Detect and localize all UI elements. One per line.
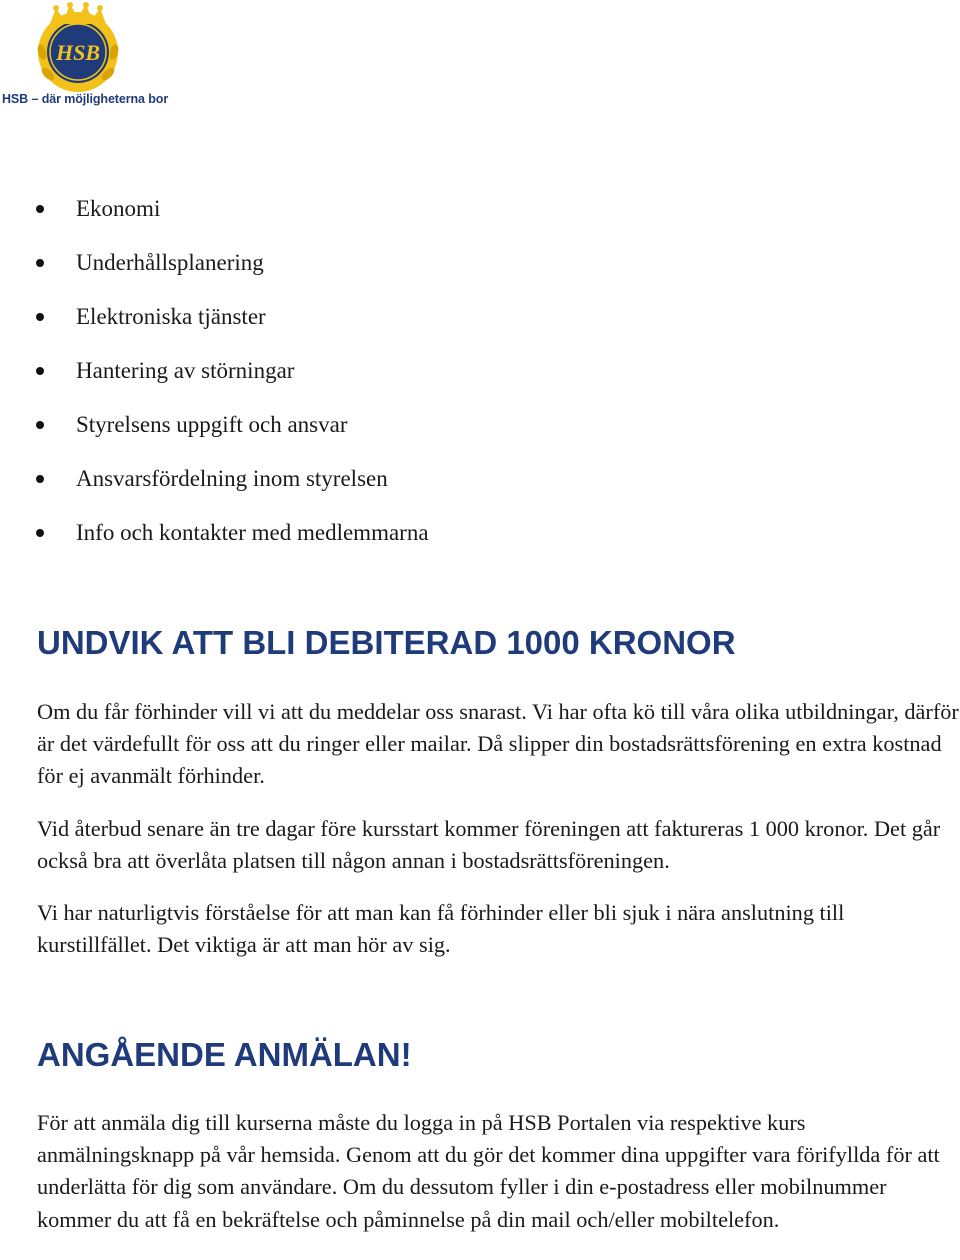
hsb-emblem-icon bbox=[30, 2, 126, 94]
hsb-logo bbox=[0, 0, 169, 112]
section-heading-cancellation: UNDVIK ATT BLI DEBITERAD 1000 KRONOR bbox=[37, 624, 736, 661]
list-item-label: Info och kontakter med medlemmarna bbox=[76, 520, 429, 545]
list-item-label: Underhållsplanering bbox=[76, 250, 264, 275]
bullet-icon bbox=[36, 205, 44, 213]
bullet-icon bbox=[36, 313, 44, 321]
list-item bbox=[0, 352, 429, 406]
paragraph-late-cancellation-fee: Vid återbud senare än tre dagar före kursstart kommer föreningen att faktureras 1 000 kronor. Det går också bra att överlåta platsen till någon annan i bostadsrättsföreningen. bbox=[37, 816, 941, 873]
bullet-icon bbox=[36, 421, 44, 429]
list-item bbox=[0, 460, 429, 514]
section-heading-registration: ANGÅENDE ANMÄLAN! bbox=[37, 1036, 412, 1073]
topic-list bbox=[0, 190, 429, 568]
list-item bbox=[0, 298, 429, 352]
paragraph-cancellation-notice: Om du får förhinder vill vi att du meddelar oss snarast. Vi har ofta kö till våra olika utbildningar, därför är det värdefullt för oss att du ringer eller mailar. Då slipper din bostadsrättsförening en extra kostnad för ej avanmält förhinder. bbox=[37, 699, 959, 788]
list-item bbox=[0, 244, 429, 298]
bullet-icon bbox=[36, 529, 44, 537]
logo-tagline: HSB – där möjligheterna bor bbox=[2, 92, 169, 106]
paragraph-understanding: Vi har naturligtvis förståelse för att man kan få förhinder eller bli sjuk i nära anslutning till kurstillfället. Det viktiga är att man hör av sig. bbox=[37, 900, 845, 957]
bullet-icon bbox=[36, 367, 44, 375]
paragraph-registration: För att anmäla dig till kurserna måste du logga in på HSB Portalen via respektive kurs anmälningsknapp på vår hemsida. Genom att du gör det kommer dina uppgifter vara förifyllda för att underlätta för dig som användare. Om du dessutom fyller i din e-postadress eller mobilnummer kommer du att få en bekräftelse och påminnelse på din mail och/eller mobiltelefon. bbox=[37, 1110, 940, 1232]
list-item-label: Ekonomi bbox=[76, 196, 161, 221]
bullet-icon bbox=[36, 259, 44, 267]
list-item-label: Styrelsens uppgift och ansvar bbox=[76, 412, 348, 437]
logo-emblem-text: HSB bbox=[55, 40, 101, 65]
list-item bbox=[0, 514, 429, 568]
list-item bbox=[0, 406, 429, 460]
list-item-label: Hantering av störningar bbox=[76, 358, 295, 383]
list-item-label: Ansvarsfördelning inom styrelsen bbox=[76, 466, 388, 491]
list-item-label: Elektroniska tjänster bbox=[76, 304, 266, 329]
list-item bbox=[0, 190, 429, 244]
bullet-icon bbox=[36, 475, 44, 483]
